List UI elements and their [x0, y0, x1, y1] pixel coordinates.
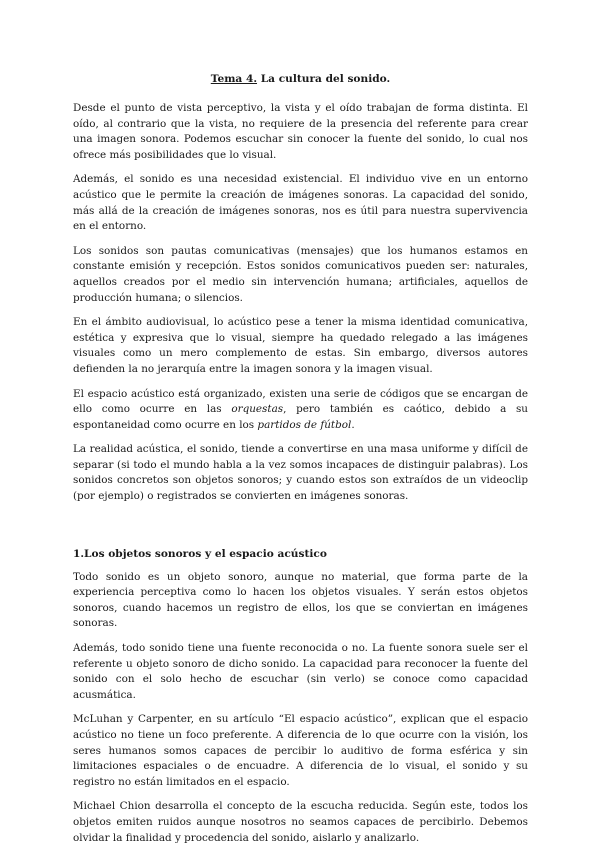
p5-part3: .	[351, 418, 355, 431]
section-heading: 1.Los objetos sonoros y el espacio acústico	[73, 547, 327, 560]
intro-paragraph-5	[73, 387, 528, 434]
p5-emphasis-partidos: partidos de fútbol	[257, 418, 352, 431]
section-paragraph-1: Todo sonido es un objeto sonoro, aunque no material, que forma parte de la experiencia perceptiva como lo hacen los objetos visuales. Y serán estos objetos sonoros, cuando hacemos un registro de ellos, los que se conviertan en imágenes sonoras.	[73, 570, 528, 630]
intro-paragraph-4: En el ámbito audiovisual, lo acústico pese a tener la misma identidad comunicativa, estética y expresiva que lo visual, siempre ha quedado relegado a las imágenes visuales como un mero complemento de estas. Sin embargo, diversos autores defienden la no jerarquía entre la imagen sonora y la imagen visual.	[73, 316, 528, 375]
intro-paragraph-1: Desde el punto de vista perceptivo, la vista y el oído trabajan de forma distinta. El oído, al contrario que la vista, no requiere de la presencia del referente para crear una imagen sonora. Podemos escuchar sin conocer la fuente del sonido, lo cual nos ofrece más posibilidades que lo visual.	[73, 102, 528, 161]
section-paragraph-3: McLuhan y Carpenter, en su artículo “El espacio acústico”, explican que el espacio acústico no tiene un foco preferente. A diferencia de lo que ocurre con la visión, los seres humanos somos capaces de percibir lo auditivo de forma esférica y sin limitaciones espaciales o de encuadre. A diferencia de lo visual, el sonido y su registro no están limitados en el espacio.	[73, 713, 528, 788]
title-text: La cultura del sonido.	[257, 73, 391, 85]
page-title	[73, 72, 528, 86]
p5-part2: , pero también es caótico, debido a su espontaneidad como ocurre en los	[73, 403, 528, 431]
title-prefix: Tema 4.	[210, 73, 258, 85]
document-page	[73, 72, 528, 855]
section-paragraph-4: Michael Chion desarrolla el concepto de la escucha reducida. Según este, todos los objetos emiten ruidos aunque nosotros no seamos capaces de percibirlo. Debemos olvidar la finalidad y procedencia del sonido, aislarlo y analizarlo.	[73, 800, 528, 844]
p5-emphasis-orquestas: orquestas	[231, 403, 284, 416]
p5-part1: El espacio acústico está organizado, existen una serie de códigos que se encargan de ello como ocurre en las	[73, 387, 528, 416]
intro-paragraph-2: Además, el sonido es una necesidad existencial. El individuo vive en un entorno acústico que le permite la creación de imágenes sonoras. La capacidad del sonido, más allá de la creación de imágenes sonoras, nos es útil para nuestra supervivencia en el entorno.	[73, 173, 528, 233]
section-paragraph-2: Además, todo sonido tiene una fuente reconocida o no. La fuente sonora suele ser el referente u objeto sonoro de dicho sonido. La capacidad para reconocer la fuente del sonido con el solo hecho de escuchar (sin verlo) se conoce como capacidad acusmática.	[73, 642, 528, 701]
intro-paragraph-6: La realidad acústica, el sonido, tiende a convertirse en una masa uniforme y difícil de separar (si todo el mundo habla a la vez somos incapaces de distinguir palabras). Los sonidos concretos son objetos sonoros; y cuando estos son extraídos de un videoclip (por ejemplo) o registrados se convierten en imágenes sonoras.	[73, 443, 528, 503]
intro-paragraph-3: Los sonidos son pautas comunicativas (mensajes) que los humanos estamos en constante emisión y recepción. Estos sonidos comunicativos pueden ser: naturales, aquellos creados por el medio sin intervención humana; artificiales, aquellos de producción humana; o silencios.	[73, 244, 528, 304]
